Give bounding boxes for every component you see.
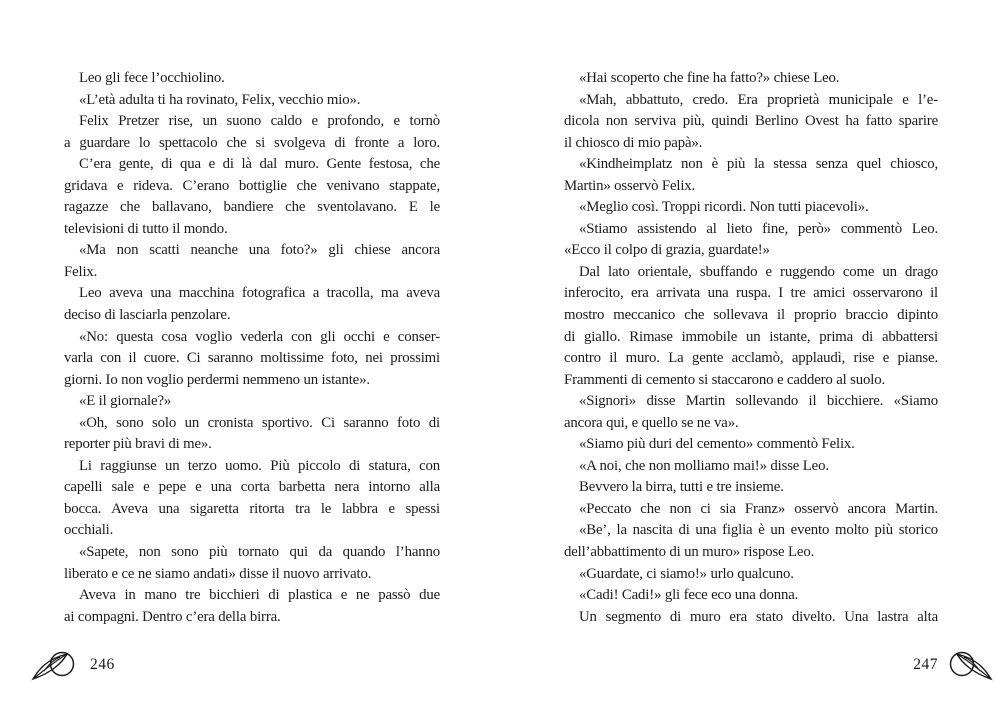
left-page-text bbox=[64, 68, 440, 628]
text-line: Li raggiunse un terzo uomo. Più piccolo di statura, con bbox=[79, 457, 440, 474]
text-line: dell’abbattimento di un muro» rispose Leo. bbox=[564, 544, 815, 561]
text-line: «Peccato che non ci sia Franz» osservò ancora Martin. bbox=[579, 500, 938, 517]
text-line: Felix Pretzer rise, un suono caldo e profondo, e tornò bbox=[79, 113, 440, 130]
text-line: «Oh, sono solo un cronista sportivo. Ci saranno foto di bbox=[79, 414, 440, 431]
text-line: occhiali. bbox=[64, 522, 114, 539]
page-number-right: 247 bbox=[913, 656, 938, 673]
text-line: «Ma non scatti neanche una foto?» gli chiese ancora bbox=[79, 242, 440, 259]
text-line: Dal lato orientale, sbuffando e ruggendo come un drago bbox=[579, 263, 938, 280]
text-line: Aveva in mano tre bicchieri di plastica e ne passò due bbox=[79, 587, 440, 604]
text-line: di giallo. Rimase immobile un istante, prima di abbattersi bbox=[564, 328, 938, 345]
text-line: Leo gli fece l’occhiolino. bbox=[79, 70, 225, 86]
text-line: ai compagni. Dentro c’era della birra. bbox=[64, 608, 281, 625]
text-line: «L’età adulta ti ha rovinato, Felix, vecchio mio». bbox=[79, 91, 361, 108]
text-line: «Ecco il colpo di grazia, guardate!» bbox=[564, 242, 770, 259]
text-line: «Signori» disse Martin sollevando il bicchiere. «Siamo bbox=[579, 393, 938, 410]
text-line: Frammenti di cemento si staccarono e caddero al suolo. bbox=[564, 371, 886, 388]
text-line: «E il giornale?» bbox=[79, 393, 172, 410]
text-line: «Guardate, ci siamo!» urlo qualcuno. bbox=[579, 565, 794, 582]
right-page-text bbox=[564, 68, 938, 628]
text-line: «Hai scoperto che fine ha fatto?» chiese Leo. bbox=[579, 70, 840, 86]
text-line: dicola non serviva più, quindi Berlino Ovest ha fatto sparire bbox=[564, 113, 938, 130]
text-line: inferocito, era arrivata una ruspa. I tre amici osservarono il bbox=[564, 285, 938, 302]
text-line: giorni. Io non voglio perdermi nemmeno un istante». bbox=[64, 371, 370, 388]
text-line: Felix. bbox=[64, 263, 98, 280]
text-line: reporter più bravi di me». bbox=[64, 436, 212, 453]
text-line: mostro meccanico che sollevava il proprio braccio dipinto bbox=[564, 307, 938, 324]
text-line: «No: questa cosa voglio vederla con gli occhi e conser- bbox=[79, 328, 440, 345]
text-line: liberato e ce ne siamo andati» disse il nuovo arrivato. bbox=[64, 565, 372, 582]
text-line: deciso di lasciarla penzolare. bbox=[64, 307, 231, 324]
text-line: bocca. Aveva una sigaretta ritorta tra le labbra e spessi bbox=[64, 500, 440, 517]
text-line: «Mah, abbattuto, credo. Era proprietà municipale e l’e- bbox=[579, 91, 938, 108]
feather-ornament-icon bbox=[944, 650, 994, 682]
text-line: gridava e rideva. C’erano bottiglie che venivano stappate, bbox=[64, 177, 440, 194]
text-line: Martin» osservò Felix. bbox=[564, 177, 696, 194]
text-line: «A noi, che non molliamo mai!» disse Leo. bbox=[579, 457, 829, 474]
text-line: «Kindheimplatz non è più la stessa senza quel chiosco, bbox=[579, 156, 938, 173]
text-line: varla con il cuore. Ci saranno moltissime foto, nei prossimi bbox=[64, 350, 440, 367]
text-line: capelli sale e pepe e una corta barbetta nera intorno alla bbox=[64, 479, 440, 496]
text-line: «Be’, la nascita di una figlia è un evento molto più storico bbox=[579, 522, 938, 539]
text-line: Bevvero la birra, tutti e tre insieme. bbox=[579, 479, 784, 496]
text-line: Leo aveva una macchina fotografica a tracolla, ma aveva bbox=[79, 285, 440, 302]
text-line: ragazze che ballavano, bandiere che sventolavano. E le bbox=[64, 199, 440, 216]
text-line: il chiosco di mio papà». bbox=[564, 134, 703, 151]
feather-ornament-icon bbox=[30, 650, 80, 682]
text-line: C’era gente, di qua e di là dal muro. Gente festosa, che bbox=[79, 156, 440, 173]
text-line: «Siamo più duri del cemento» commentò Felix. bbox=[579, 436, 855, 453]
text-line: a guardare lo spettacolo che si svolgeva di fronte a loro. bbox=[64, 134, 440, 151]
text-line: Un segmento di muro era stato divelto. Una lastra alta bbox=[579, 608, 938, 625]
text-line: «Meglio così. Troppi ricordi. Non tutti piacevoli». bbox=[579, 199, 869, 216]
text-line: «Cadi! Cadi!» gli fece eco una donna. bbox=[579, 587, 799, 604]
text-line: «Sapete, non sono più tornato qui da quando l’hanno bbox=[79, 544, 440, 561]
text-line: contro il muro. La gente acclamò, applaudì, rise e pianse. bbox=[564, 350, 938, 367]
text-line: televisioni di tutto il mondo. bbox=[64, 220, 228, 237]
text-line: «Stiamo assistendo al lieto fine, però» commentò Leo. bbox=[579, 220, 938, 237]
page-number-left: 246 bbox=[90, 656, 115, 673]
text-line: ancora qui, e quello se ne va». bbox=[564, 414, 739, 431]
